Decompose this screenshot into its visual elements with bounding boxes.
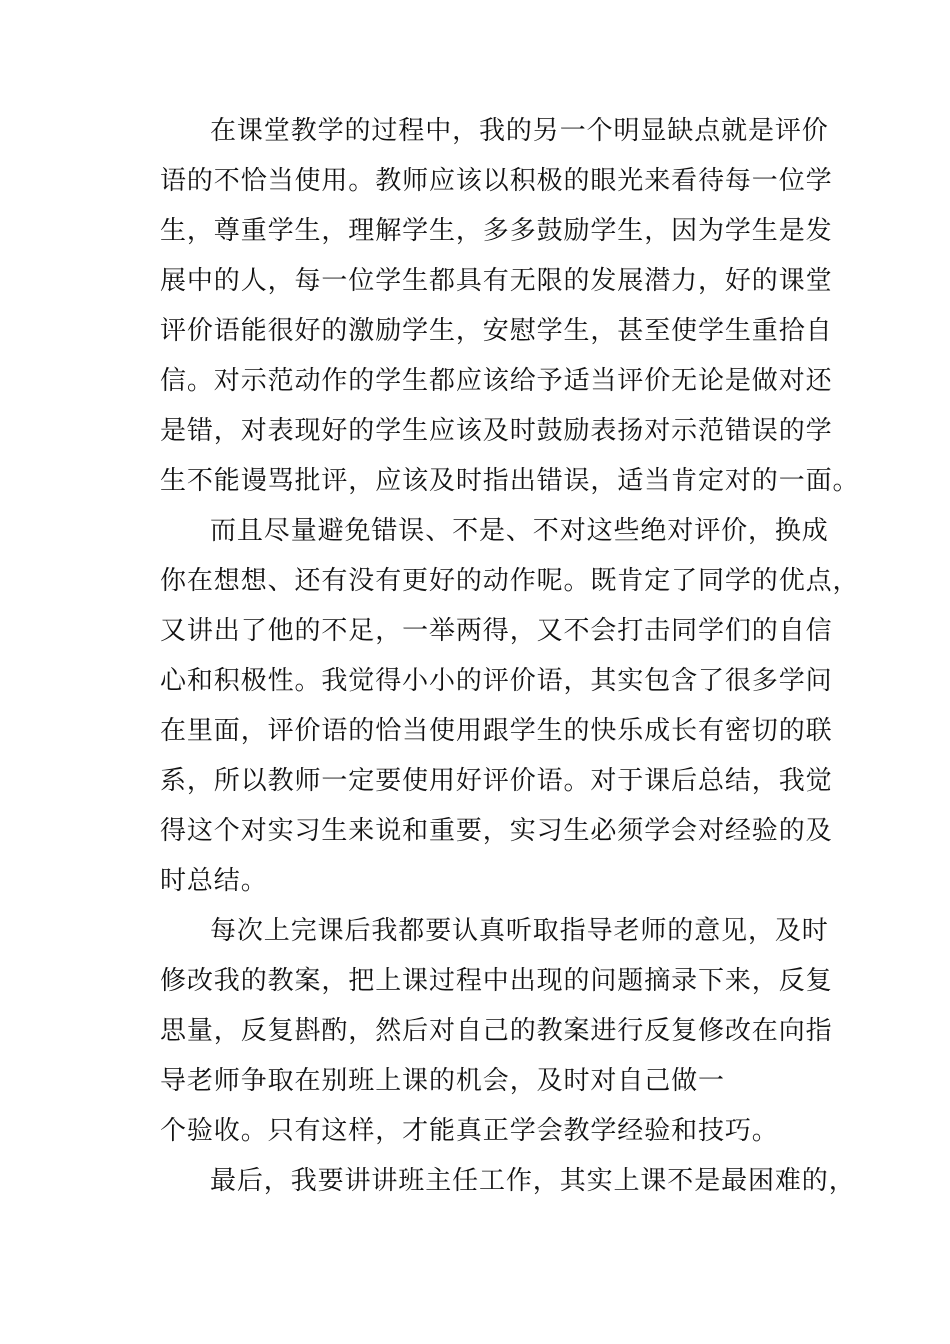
paragraph-2-line-2: 你在想想、还有没有更好的动作呢。既肯定了同学的优点， bbox=[160, 566, 860, 596]
paragraph-3-line-2: 修改我的教案，把上课过程中出现的问题摘录下来，反复 bbox=[160, 966, 833, 996]
paragraph-1-line-7: 是错，对表现好的学生应该及时鼓励表扬对示范错误的学 bbox=[160, 416, 833, 446]
paragraph-1-line-3: 生，尊重学生，理解学生，多多鼓励学生，因为学生是发 bbox=[160, 216, 833, 246]
paragraph-1-line-1: 在课堂教学的过程中，我的另一个明显缺点就是评价 bbox=[210, 116, 829, 146]
paragraph-3-line-5: 个验收。只有这样，才能真正学会教学经验和技巧。 bbox=[160, 1116, 779, 1146]
paragraph-1-line-5: 评价语能很好的激励学生，安慰学生，甚至使学生重拾自 bbox=[160, 316, 833, 346]
paragraph-2-line-6: 系，所以教师一定要使用好评价语。对于课后总结，我觉 bbox=[160, 766, 833, 796]
paragraph-2-line-8: 时总结。 bbox=[160, 866, 268, 896]
paragraph-1-line-4: 展中的人，每一位学生都具有无限的发展潜力，好的课堂 bbox=[160, 266, 833, 296]
paragraph-1-line-8: 生不能谩骂批评，应该及时指出错误，适当肯定对的一面。 bbox=[160, 466, 860, 496]
paragraph-2-line-3: 又讲出了他的不足，一举两得，又不会打击同学们的自信 bbox=[160, 616, 833, 646]
paragraph-3-line-3: 思量，反复斟酌，然后对自己的教案进行反复修改在向指 bbox=[160, 1016, 833, 1046]
paragraph-1-line-2: 语的不恰当使用。教师应该以积极的眼光来看待每一位学 bbox=[160, 166, 833, 196]
paragraph-3-line-1: 每次上完课后我都要认真听取指导老师的意见，及时 bbox=[210, 916, 829, 946]
paragraph-1-line-6: 信。对示范动作的学生都应该给予适当评价无论是做对还 bbox=[160, 366, 833, 396]
paragraph-3-line-4: 导老师争取在别班上课的机会，及时对自己做一 bbox=[160, 1066, 725, 1096]
paragraph-2-line-4: 心和积极性。我觉得小小的评价语，其实包含了很多学问 bbox=[160, 666, 833, 696]
paragraph-2-line-5: 在里面，评价语的恰当使用跟学生的快乐成长有密切的联 bbox=[160, 716, 833, 746]
paragraph-2-line-7: 得这个对实习生来说和重要，实习生必须学会对经验的及 bbox=[160, 816, 833, 846]
paragraph-4-line-1: 最后，我要讲讲班主任工作，其实上课不是最困难的， bbox=[210, 1166, 856, 1196]
paragraph-2-line-1: 而且尽量避免错误、不是、不对这些绝对评价，换成 bbox=[210, 516, 829, 546]
